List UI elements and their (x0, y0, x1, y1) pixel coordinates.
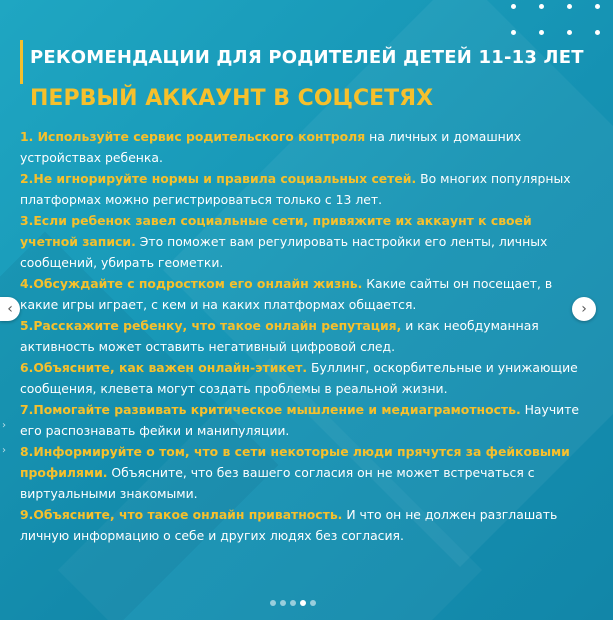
item-text: Научите его распознавать фейки и манипуляции. (20, 402, 580, 438)
item-text: и как необдуманная активность может оставить негативный цифровой след. (20, 318, 539, 354)
carousel-next-button[interactable] (572, 297, 596, 321)
chevron-right-icon: › (581, 301, 587, 317)
list-item (20, 399, 580, 441)
item-text: на личных и домашних устройствах ребенка. (20, 129, 522, 165)
list-item (20, 273, 580, 315)
item-text: Буллинг, оскорбительные и унижающие сообщения, клевета могут создать проблемы в реальной жизни. (20, 360, 578, 396)
list-item (20, 168, 580, 210)
item-text: И что он не должен разглашать личную информацию о себе и других людях без согласия. (20, 507, 558, 543)
page-subtitle: ПЕРВЫЙ АККАУНТ В СОЦСЕТЯХ (30, 86, 434, 111)
list-item (20, 357, 580, 399)
item-highlight: 5.Расскажите ребенку, что такое онлайн репутация, (20, 318, 402, 333)
item-text: Это поможет вам регулировать настройки его ленты, личных сообщений, убирать геометки. (20, 234, 548, 270)
pagination-dot[interactable] (290, 600, 296, 606)
page-title: РЕКОМЕНДАЦИИ ДЛЯ РОДИТЕЛЕЙ ДЕТЕЙ 11-13 ЛЕТ (30, 47, 584, 68)
item-highlight: 6.Объясните, как важен онлайн-этикет. (20, 360, 308, 375)
item-text: Во многих популярных платформах можно регистрироваться только с 13 лет. (20, 171, 571, 207)
pagination-dot[interactable] (270, 600, 276, 606)
decorative-dots (511, 2, 601, 38)
decorative-chevron-icon: › (2, 445, 6, 456)
chevron-left-icon: ‹ (7, 301, 13, 317)
item-highlight: 9.Объясните, что такое онлайн приватность. (20, 507, 343, 522)
recommendations-list (20, 126, 580, 546)
item-text: Какие сайты он посещает, в какие игры играет, с кем и на каких платформах общается. (20, 276, 553, 312)
item-highlight: 3.Если ребенок завел социальные сети, привяжите их аккаунт к своей учетной записи. (20, 213, 532, 249)
list-item (20, 504, 580, 546)
pagination-dot[interactable] (280, 600, 286, 606)
decorative-chevron-icon: › (2, 420, 6, 431)
list-item (20, 441, 580, 504)
list-item (20, 315, 580, 357)
list-item (20, 126, 580, 168)
title-accent-bar (20, 40, 23, 84)
item-text: Объясните, что без вашего согласия он не может встречаться с виртуальными знакомыми. (20, 465, 535, 501)
item-highlight: 2.Не игнорируйте нормы и правила социальных сетей. (20, 171, 417, 186)
list-item (20, 210, 580, 273)
item-highlight: 8.Информируйте о том, что в сети некоторые люди прячутся за фейковыми профилями. (20, 444, 570, 480)
carousel-pagination (270, 600, 330, 608)
item-highlight: 4.Обсуждайте с подростком его онлайн жизнь. (20, 276, 363, 291)
item-highlight: 7.Помогайте развивать критическое мышление и медиаграмотность. (20, 402, 521, 417)
item-highlight: 1. Используйте сервис родительского контроля (20, 129, 366, 144)
pagination-dot[interactable] (310, 600, 316, 606)
pagination-dot[interactable] (300, 600, 306, 606)
